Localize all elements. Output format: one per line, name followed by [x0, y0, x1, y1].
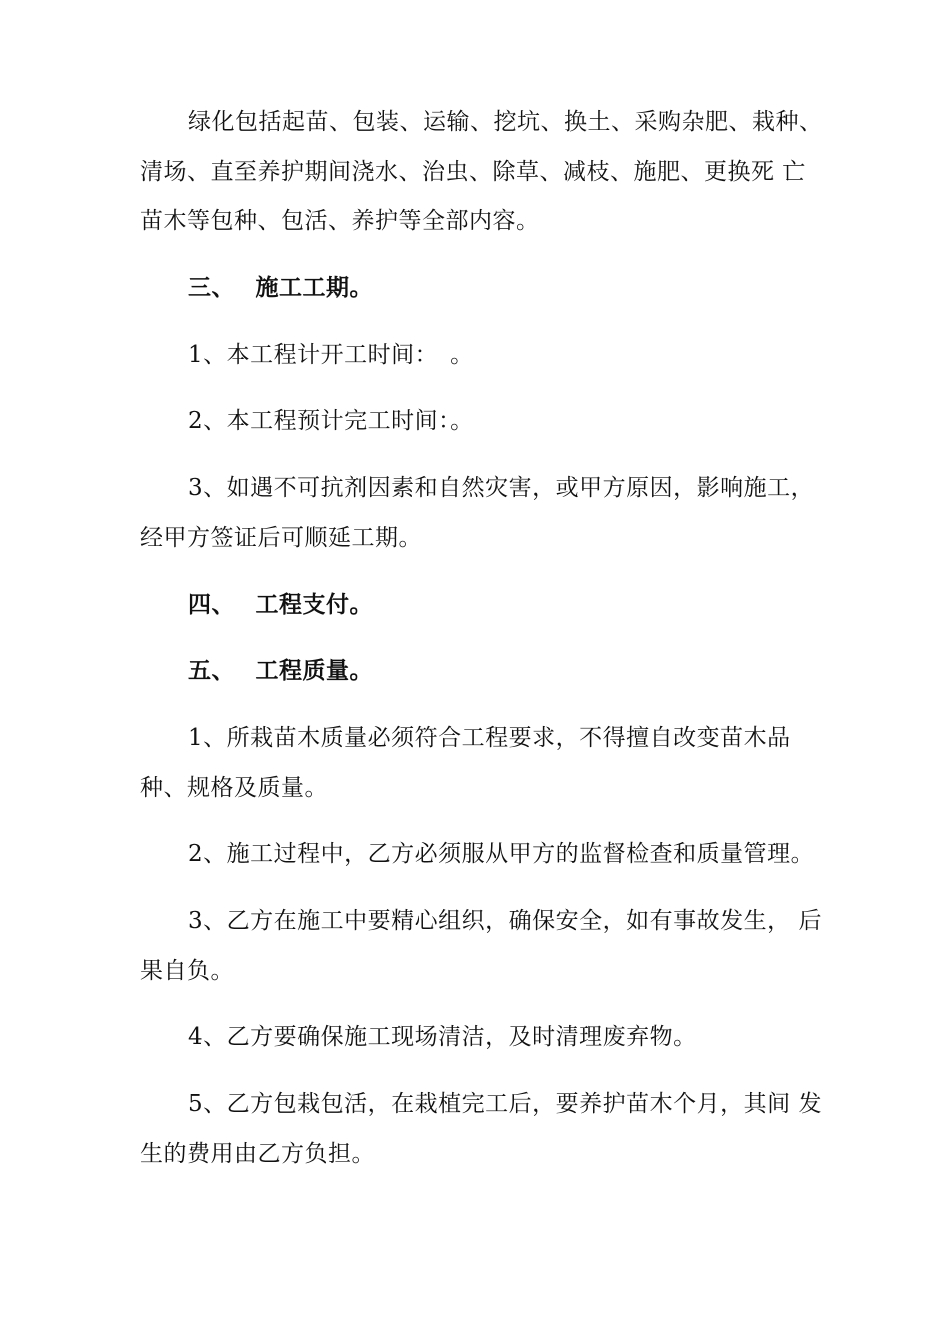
paragraph-extension-line-2: 经甲方签证后可顺延工期。 — [140, 525, 422, 551]
paragraph-quality-2: 2、施工过程中，乙方必须服从甲方的监督检查和质量管理。 — [188, 841, 815, 867]
paragraph-quality-5-line-1: 5、乙方包栽包活，在栽植完工后，要养护苗木个月，其间 发 — [188, 1091, 822, 1117]
paragraph-scope-line-2: 清场、直至养护期间浇水、治虫、除草、减枝、施肥、更换死 亡 — [140, 159, 806, 185]
section-heading-construction-period: 三、 施工工期。 — [188, 275, 374, 301]
paragraph-extension-line-1: 3、如遇不可抗剂因素和自然灾害，或甲方原因，影响施工， — [188, 475, 815, 501]
paragraph-quality-3-line-1: 3、乙方在施工中要精心组织，确保安全，如有事故发生， 后 — [188, 908, 822, 934]
section-heading-payment: 四、 工程支付。 — [188, 592, 374, 618]
paragraph-quality-3-line-2: 果自负。 — [140, 958, 234, 984]
paragraph-quality-5-line-2: 生的费用由乙方负担。 — [140, 1141, 375, 1167]
paragraph-completion-time: 2、本工程预计完工时间：。 — [188, 408, 474, 434]
paragraph-start-time: 1、本工程计开工时间： 。 — [188, 342, 474, 368]
paragraph-scope-line-1: 绿化包括起苗、包装、运输、挖坑、换土、采购杂肥、栽种、 — [188, 109, 823, 135]
paragraph-scope-line-3: 苗木等包种、包活、养护等全部内容。 — [140, 208, 540, 234]
section-heading-quality: 五、 工程质量。 — [188, 658, 374, 684]
paragraph-quality-1-line-2: 种、规格及质量。 — [140, 775, 328, 801]
paragraph-quality-4: 4、乙方要确保施工现场清洁，及时清理废弃物。 — [188, 1024, 697, 1050]
paragraph-quality-1-line-1: 1、所栽苗木质量必须符合工程要求，不得擅自改变苗木品 — [188, 725, 791, 751]
